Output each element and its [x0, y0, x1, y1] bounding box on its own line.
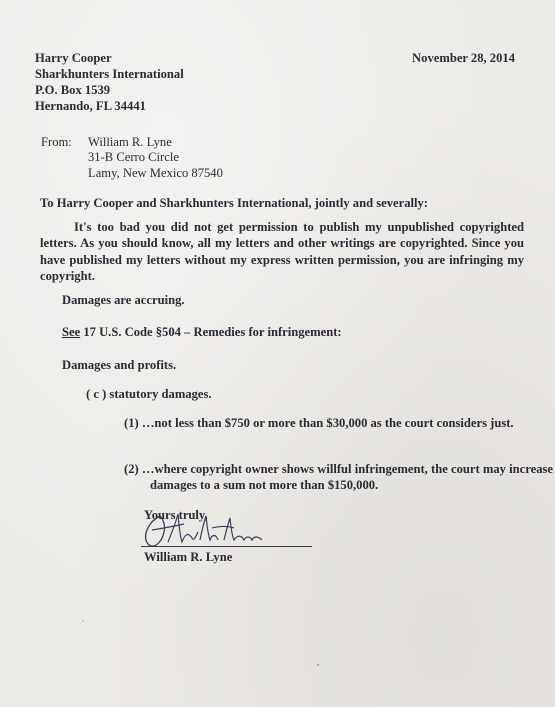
signature-line — [141, 546, 312, 547]
statute-reference — [62, 325, 342, 340]
letter-date: November 28, 2014 — [412, 51, 515, 65]
signer-name: William R. Lyne — [144, 550, 233, 564]
statute-citation: 17 U.S. Code §504 – Remedies for infringement: — [80, 325, 342, 339]
damages-profits-line: Damages and profits. — [62, 358, 177, 372]
recipient-name: Harry Cooper — [35, 51, 112, 65]
from-label: From: — [41, 135, 72, 149]
salutation: To Harry Cooper and Sharkhunters International, jointly and severally: — [40, 196, 428, 210]
damages-item-1: (1) …not less than $750 or more than $30,000 as the court considers just. — [124, 416, 514, 430]
from-city: Lamy, New Mexico 87540 — [88, 166, 223, 180]
damages-accruing-line: Damages are accruing. — [62, 293, 185, 307]
recipient-city: Hernando, FL 34441 — [35, 99, 146, 113]
from-street: 31-B Cerro Circle — [88, 150, 179, 164]
recipient-po-box: P.O. Box 1539 — [35, 83, 111, 97]
statutory-damages-line: ( c ) statutory damages. — [86, 387, 212, 401]
damages-item-2: (2) …where copyright owner shows willful infringement, the court may increase damages to a sum not more than $150,000. — [124, 462, 553, 493]
body-paragraph: It's too bad you did not get permission to publish my unpublished copyrighted letters. As you should know, all my letters and other writings are copyrighted. Since you have published my letters without my express written permission, you are infringing my copyright. — [40, 220, 524, 283]
scan-speck — [82, 620, 84, 622]
from-name: William R. Lyne — [88, 135, 172, 149]
see-label: See — [62, 325, 81, 339]
closing: Yours truly, — [144, 508, 208, 522]
recipient-organization: Sharkhunters International — [35, 67, 184, 81]
scan-speck — [317, 664, 319, 666]
